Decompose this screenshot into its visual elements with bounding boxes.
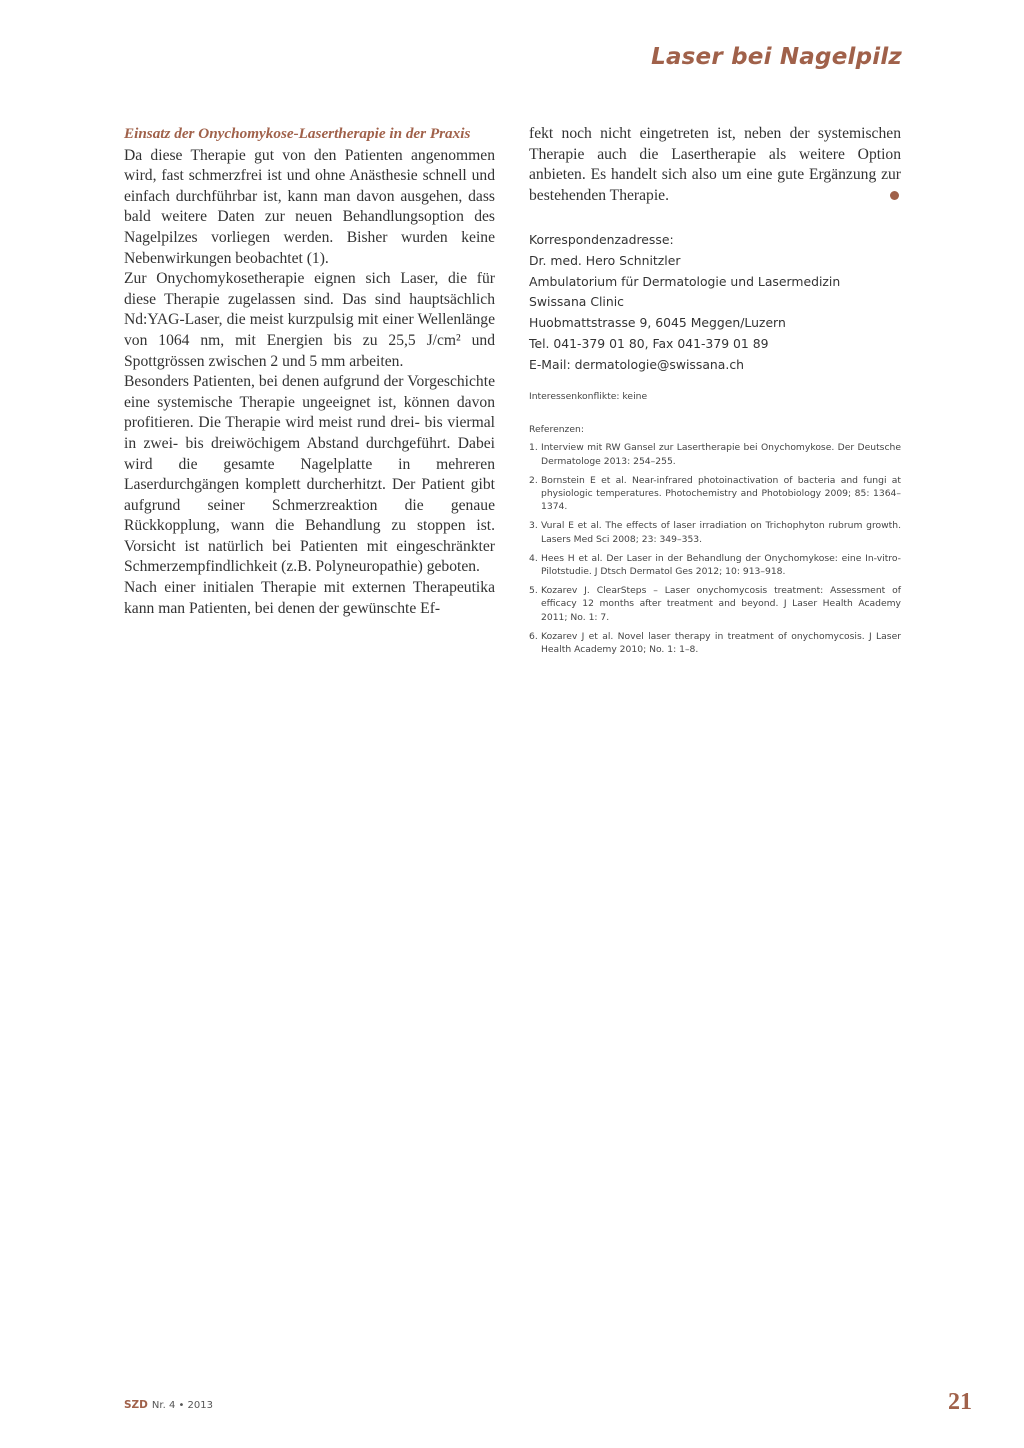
reference-item [529, 474, 901, 514]
correspondence-address [529, 230, 901, 375]
section-heading: Einsatz der Onychomykose-Lasertherapie in der Praxis [124, 125, 471, 142]
reference-number: 2. [529, 474, 538, 486]
right-column [529, 124, 901, 662]
reference-text: Kozarev J et al. Novel laser therapy in treatment of onychomycosis. J Laser Health Academy 2010; No. 1: 1–8. [541, 630, 901, 655]
reference-item [529, 552, 901, 578]
reference-text: Vural E et al. The effects of laser irradiation on Trichophyton rubrum growth. Lasers Med Sci 2008; 23: 349–353. [541, 520, 901, 545]
references-list [529, 441, 901, 656]
end-of-article-dot-icon [890, 191, 899, 200]
reference-item [529, 441, 901, 467]
reference-text: Interview mit RW Gansel zur Lasertherapie bei Onychomykose. Der Deutsche Dermatologe 2013: 254–255. [541, 442, 901, 467]
address-institution: Ambulatorium für Dermatologie und Lasermedizin [529, 273, 841, 289]
paragraph: Nach einer initialen Therapie mit externen Therapeutika kann man Patienten, bei denen der gewünschte Ef- [124, 579, 495, 617]
reference-text: Bornstein E et al. Near-infrared photoinactivation of bacteria and fungi at physiologic temperatures. Photochemistry and Photobiology 2009; 85: 1364–1374. [541, 474, 901, 513]
left-column [124, 124, 495, 619]
references-heading: Referenzen: [529, 424, 584, 436]
reference-text: Kozarev J. ClearSteps – Laser onychomycosis treatment: Assessment of efficacy 12 months after treatment and beyond. J Laser Health Academy 2011; No. 1: 7. [541, 585, 901, 623]
address-street: Huobmattstrasse 9, 6045 Meggen/Luzern [529, 315, 786, 331]
reference-number: 6. [529, 630, 538, 642]
reference-item [529, 584, 901, 624]
reference-number: 5. [529, 585, 538, 597]
continuation-text: fekt noch nicht eingetreten ist, neben der systemischen Therapie auch die Lasertherapie als weitere Option anbieten. Es handelt sich also um eine gute Ergänzung zur bestehenden Therapie. [529, 125, 901, 204]
address-email: E-Mail: dermatologie@swissana.ch [529, 356, 744, 372]
paragraph: Da diese Therapie gut von den Patienten angenommen wird, fast schmerzfrei ist und ohne Anästhesie schnell und einfach durchführbar ist, kann man davon ausgehen, dass bald weitere Daten zur neuen Behandlungsoption des Nagelpilzes vorliegen werden. Bisher wurden keine Nebenwirkungen beobachtet (1). [124, 146, 495, 267]
page-number: 21 [948, 1389, 972, 1415]
footer [124, 1399, 213, 1411]
address-clinic: Swissana Clinic [529, 294, 624, 310]
reference-number: 1. [529, 442, 538, 454]
address-label: Korrespondenzadresse: [529, 232, 674, 248]
reference-text: Hees H et al. Der Laser in der Behandlung der Onychomykose: eine In-vitro-Pilotstudie. J Dtsch Dermatol Ges 2012; 10: 913–918. [541, 552, 901, 577]
reference-item [529, 630, 901, 656]
address-name: Dr. med. Hero Schnitzler [529, 253, 681, 269]
address-phone: Tel. 041-379 01 80, Fax 041-379 01 89 [529, 335, 769, 351]
journal-issue: Nr. 4 • 2013 [151, 1400, 214, 1411]
conflicts-of-interest: Interessenkonflikte: keine [529, 391, 648, 403]
reference-number: 4. [529, 552, 538, 564]
continuation-paragraph [529, 124, 901, 206]
reference-item [529, 519, 901, 545]
paragraph: Besonders Patienten, bei denen aufgrund der Vorgeschichte eine systemische Therapie ungeeignet ist, können davon profitieren. Die Therapie wird meist rund drei- bis viermal in zwei- bis dreiwöchigem Abstand durchgeführt. Dabei wird die gesamte Nagelplatte in mehreren Laserdurchgängen komplett durcherhitzt. Der Patient gibt aufgrund seiner Schmerzreaktion die genaue Rückkopplung, wann die Behandlung zu stoppen ist. Vorsicht ist natürlich bei Patienten mit eingeschränkter Schmerzempfindlichkeit (z.B. Polyneuropathie) geboten. [124, 373, 495, 576]
page-title: Laser bei Nagelpilz [651, 44, 902, 70]
reference-number: 3. [529, 520, 538, 532]
journal-brand: SZD [124, 1399, 148, 1411]
paragraph: Zur Onychomykosetherapie eignen sich Laser, die für diese Therapie zugelassen sind. Das sind hauptsächlich Nd:YAG-Laser, die meist kurzpulsig mit einer Wellenlänge von 1064 nm, mit Energien bis zu 25,5 J/cm² und Spottgrössen zwischen 2 und 5 mm arbeiten. [124, 270, 495, 370]
